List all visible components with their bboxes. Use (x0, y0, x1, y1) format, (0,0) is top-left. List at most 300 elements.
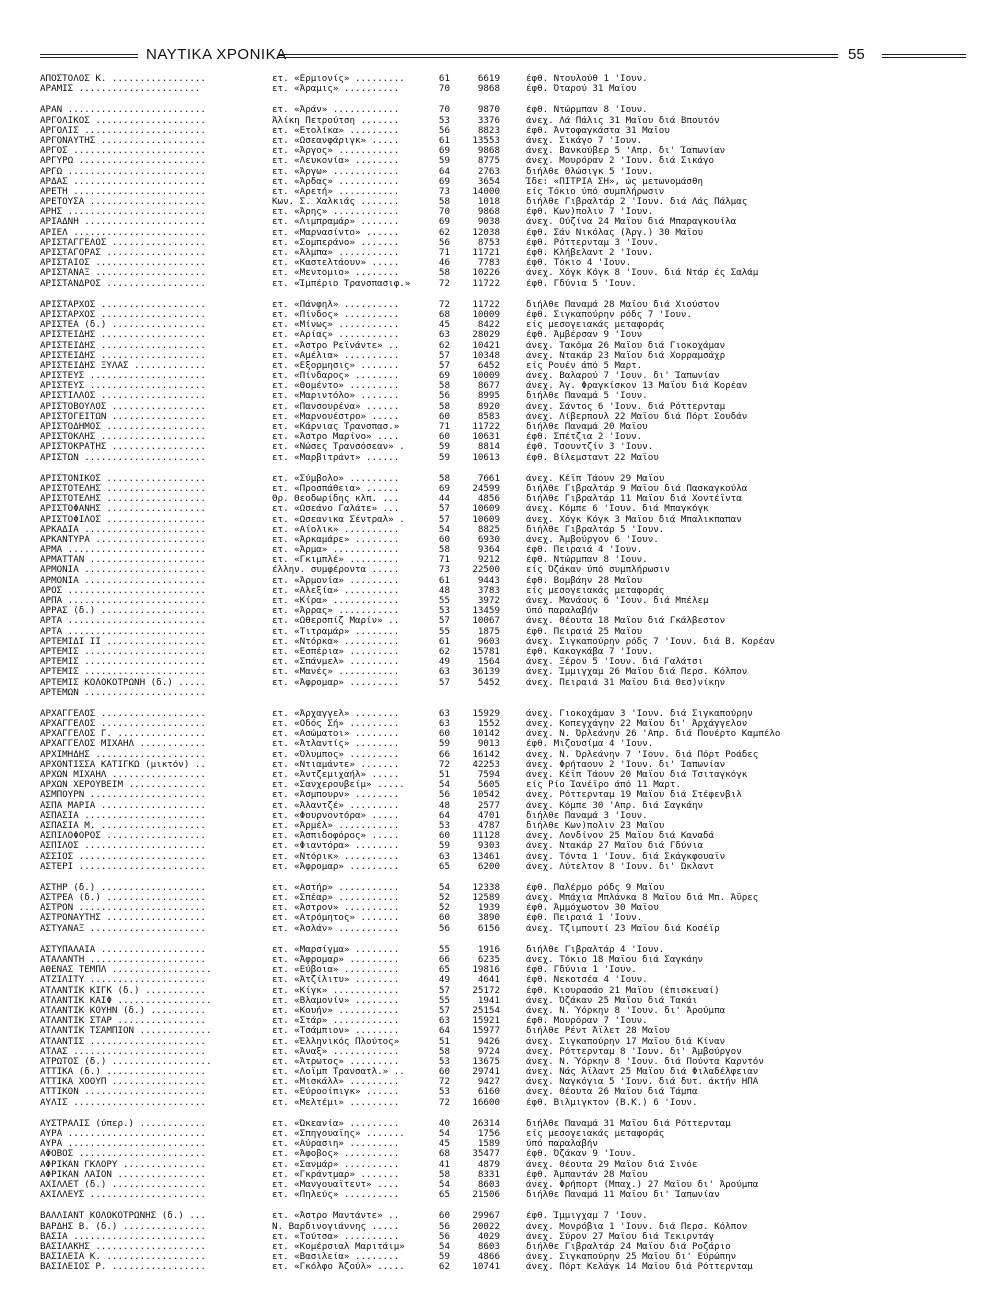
tonnage: 5452 (477, 676, 500, 688)
owner: ετ. «Σπηγουαΐης» ....... (272, 1129, 405, 1139)
ship-name: ΑΡΓΟΛΙΣ ...................... (40, 125, 206, 136)
ship-name: ΑΧΙΛΛΕΥΣ ..................... (40, 1190, 206, 1201)
ship-row (40, 1222, 966, 1232)
ship-row (40, 341, 966, 351)
tonnage: 22500 (472, 564, 500, 576)
position-status: διήλθε Γιβραλτάρ 2 'Ιουν. διά Λάς Πάλμας (526, 197, 748, 208)
tonnage: 8677 (477, 380, 500, 392)
ship-row (40, 821, 966, 831)
position-status: έφθ. Κων)πολιν 7 'Ιουν. (526, 207, 654, 218)
ship-row (40, 627, 966, 637)
ship-row (40, 924, 966, 934)
position-status: είς μεσογειακάς μεταφοράς (526, 1129, 665, 1139)
built-year: 62 (438, 226, 450, 238)
magazine-title: ΝΑΥΤΙΚΑ ΧΡΟΝΙΚΑ (146, 46, 287, 63)
tonnage: 8814 (477, 441, 500, 453)
ship-row (40, 545, 966, 555)
owner: ετ. «Άφοβος» .......... (272, 1149, 400, 1160)
built-year: 58 (438, 544, 450, 556)
position-status: άνεχ. Τζιμπουτί 23 Μαΐου διά Κοσέϊρ (526, 923, 720, 934)
tonnage: 8920 (477, 400, 500, 412)
built-year: 62 (438, 1261, 450, 1273)
ship-name: ΑΡΙΣΤΙΛΛΟΣ ................... (40, 391, 206, 402)
owner: Ν. Βαρδινογιάννης ..... (272, 1221, 400, 1232)
owner: ετ. «Ωσεανφάριγκ» ..... (272, 135, 400, 146)
ship-name: ΑΣΜΠΟΥΡΝ ..................... (40, 790, 206, 801)
ship-name: ΑΡΤΑ ......................... (40, 626, 206, 637)
built-year: 63 (438, 666, 450, 678)
ship-name: ΑΣΠΙΛΟΣ ...................... (40, 841, 206, 852)
ship-row (40, 474, 966, 484)
ship-row (40, 586, 966, 596)
ship-name: ΑΣΤΥΑΝΑΞ ..................... (40, 923, 206, 934)
tonnage: 11721 (472, 247, 500, 258)
owner: ετ. «Κίρα» ............ (272, 596, 400, 606)
position-status: άνεχ. Κέϊπ Τάουν 20 Μαΐου διά Τσιταγκόγκ (526, 770, 748, 780)
ship-row (40, 1119, 966, 1129)
position-status: άνεχ. Ίμμιγχαμ 26 Μαΐου διά Περσ. Κόλπον (526, 667, 748, 678)
tonnage: 14000 (472, 185, 500, 197)
built-year: 58 (438, 267, 450, 279)
ship-group (40, 709, 966, 872)
position-status: έφθ. Ντώρμπαν 8 'Ιουν. (526, 105, 648, 116)
owner: ετ. «Μανές» ........... (272, 667, 400, 678)
owner: ετ. «Τιτραμάρ» ........ (272, 626, 400, 637)
owner: ετ. «Αρετή» ........... (272, 186, 400, 197)
built-year: 72 (438, 1076, 450, 1088)
ship-name: ΑΡΓΟΝΑΥΤΗΣ ................... (40, 135, 206, 146)
tonnage: 4856 (477, 493, 500, 505)
position-status: έφθ. Κιουρασάο 21 Μαΐου (έπισκευαί) (526, 985, 720, 996)
owner: ετ. «Πάνφηλ» .......... (272, 299, 400, 310)
built-year: 66 (438, 954, 450, 965)
built-year: 54 (438, 779, 450, 791)
ship-name: ΑΡΕΤΗ ........................ (40, 186, 206, 197)
tonnage: 1018 (477, 196, 500, 208)
ship-row (40, 442, 966, 452)
position-status: άνεχ. Λύτελτον 8 'Ιουν. δι' Ώκλαντ (526, 861, 715, 872)
ship-group (40, 474, 966, 698)
tonnage: 36139 (472, 666, 500, 678)
position-status: άνεχ. Λίβερπουλ 22 Μαΐου διά Πόρτ Σουδάν (526, 411, 748, 422)
tonnage: 8603 (477, 1240, 500, 1252)
built-year: 69 (438, 482, 450, 494)
built-year: 57 (438, 359, 450, 371)
owner: Άλίκη Πετρούτση ....... (272, 115, 400, 126)
tonnage: 8753 (477, 236, 500, 248)
tonnage: 13553 (472, 134, 500, 146)
position-status: ύπό παραλαβήν (526, 1139, 598, 1150)
position-status: διήλθε Παναμά 28 Μαΐου διά Χιούστον (526, 299, 720, 310)
position-status: έφθ. Άντοφαγκάστα 31 Μαΐου (526, 125, 670, 136)
ship-row (40, 402, 966, 412)
tonnage: 10421 (472, 339, 500, 351)
position-status: άνεχ. Σικάγο 7 'Ιουν. (526, 135, 643, 146)
tonnage: 9443 (477, 574, 500, 586)
owner: ετ. «Γκιμπλέ» ......... (272, 555, 400, 566)
ship-name: ΑΡΧΟΝΤΙΣΣΑ ΚΑΤΙΓΚΩ (μικτόν) .. (40, 759, 206, 770)
position-status: άνεχ. Τόντα 1 'Ιουν. διά Σκάγκφουαϊν (526, 851, 726, 862)
header-rule-middle (278, 54, 838, 58)
position-status: έφθ. Πειραιά 1 'Ιουν. (526, 913, 643, 924)
ship-name: ΑΡΧΑΓΓΕΛΟΣ ................... (40, 719, 206, 730)
owner: ετ. «Σπέαρ» ........... (272, 893, 400, 904)
ship-row (40, 351, 966, 361)
position-status: έφθ. Πειραιά 25 Μαΐου (526, 626, 643, 637)
built-year: 69 (438, 370, 450, 382)
ship-name: ΑΤΤΙΚΟΝ ...................... (40, 1087, 206, 1098)
ship-row (40, 1262, 966, 1272)
tonnage: 10009 (472, 370, 500, 382)
ship-name: ΑΦΡΙΚΑΝ ΓΚΛΟΡΥ ............... (40, 1159, 206, 1170)
owner: ετ. «Άφρομαρ» ......... (272, 677, 400, 688)
ship-name: ΑΡΙΣΤΑΡΧΟΣ ................... (40, 309, 206, 320)
tonnage: 9868 (477, 145, 500, 157)
header-rule-left (40, 54, 138, 58)
ship-row (40, 719, 966, 729)
ship-name: ΑΡΤΕΜΩΝ ...................... (40, 687, 206, 698)
owner: ετ. «Άσπιδοφόρος» ..... (272, 831, 400, 842)
ship-name: ΑΡΜΑ ......................... (40, 545, 206, 556)
tonnage: 6930 (477, 533, 500, 545)
position-status: άνεχ. Όζάκαν 25 Μαΐου διά Τακάι (526, 995, 698, 1006)
ship-name: ΑΡΙΣΤΟΔΗΜΟΣ .................. (40, 422, 206, 432)
ship-row (40, 136, 966, 146)
ship-row (40, 228, 966, 238)
owner: ετ. «Κίγκ» ............ (272, 985, 400, 996)
position-status: άνεχ. Νάς Άϊλαντ 25 Μαΐου διά Φιλαδέλφειαν (526, 1067, 759, 1078)
built-year: 61 (438, 635, 450, 647)
owner: ετ. «Εύβοια» .......... (272, 965, 400, 976)
built-year: 71 (438, 247, 450, 258)
ship-name: ΒΑΡΔΗΣ Β. (δ.) ............... (40, 1221, 206, 1232)
ship-name: ΑΡΧΩΝ ΜΙΧΑΗΛ ................. (40, 770, 206, 780)
ship-row (40, 381, 966, 391)
ship-name: ΑΡΙΣΤΑΡΧΟΣ ................... (40, 299, 206, 310)
position-status: άνεχ. Τακόμα 26 Μαΐου διά Γιοκοχάμαν (526, 340, 726, 351)
built-year: 56 (438, 236, 450, 248)
built-year: 70 (438, 83, 450, 95)
position-status: άνεχ. Ντακάρ 23 Μαΐου διά Χορραμσάχρ (526, 350, 726, 361)
owner: ετ. «Εύροοίπιγκ» ...... (272, 1087, 400, 1098)
position-status: έφθ. Ρόττερνταμ 3 'Ιουν. (526, 237, 659, 248)
tonnage: 6156 (477, 922, 500, 934)
tonnage: 10609 (472, 503, 500, 515)
ship-name: ΑΡΧΑΓΓΕΛΟΣ ΜΙΧΑΗΛ ............ (40, 739, 206, 750)
tonnage: 2577 (477, 799, 500, 811)
ship-name: ΑΡΓΟΛΙΚΟΣ .................... (40, 115, 206, 126)
tonnage: 21506 (472, 1189, 500, 1201)
tonnage: 8775 (477, 155, 500, 167)
owner: ετ. «Άρης» ............ (272, 207, 400, 218)
tonnage: 26314 (472, 1117, 500, 1129)
ship-row (40, 453, 966, 463)
owner: ετ. «Άτρωτος» ......... (272, 1056, 400, 1067)
ship-name: ΑΤΛΑΝΤΙΣ ..................... (40, 1036, 206, 1047)
ship-name: ΑΡΙΣΤΩΝ ...................... (40, 452, 206, 463)
owner: ετ. «Μαρνασίντο» ...... (272, 227, 400, 238)
ship-row (40, 831, 966, 841)
ship-row (40, 320, 966, 330)
ship-row (40, 678, 966, 688)
ship-name: ΑΦΡΙΚΑΝ ΛΑΪΟΝ ................ (40, 1169, 206, 1180)
owner: Θρ. Θεοδωρίδης κλπ. ... (272, 494, 400, 505)
built-year: 64 (438, 1025, 450, 1037)
tonnage: 9868 (477, 206, 500, 218)
tonnage: 15921 (472, 1015, 500, 1027)
tonnage: 4029 (477, 1230, 500, 1242)
ship-row (40, 913, 966, 923)
built-year: 52 (438, 902, 450, 914)
owner: ετ. «Νώσες Τρανσόσεαν» . (272, 442, 405, 453)
built-year: 69 (438, 145, 450, 157)
tonnage: 10613 (472, 451, 500, 463)
ship-row (40, 105, 966, 115)
owner: ετ. «Φουρνοντόρα» ..... (272, 810, 400, 821)
position-status: άνεχ. Βαλαρού 7 'Ιουν. δι' Ίαπωνίαν (526, 371, 720, 382)
ship-name: ΑΡΓΟΣ ........................ (40, 146, 206, 157)
ship-row (40, 811, 966, 821)
ship-row (40, 422, 966, 432)
position-status: διήλθε Παναμά 31 Μαΐου διά Ρόττερνταμ (526, 1118, 731, 1129)
built-year: 56 (438, 1230, 450, 1242)
ship-name: ΑΤΛΑΝΤΙΚ ΚΙΓΚ (δ.) ........... (40, 985, 206, 996)
position-status: άνεχ. Βανκούβερ 5 'Απρ. δι' Ίαπωνίαν (526, 146, 726, 157)
ship-row (40, 852, 966, 862)
tonnage: 9212 (477, 554, 500, 566)
tonnage: 9427 (477, 1076, 500, 1088)
ship-name: ΑΡΙΣΤΕΙΔΗΣ ................... (40, 330, 206, 341)
position-status: έφθ. Γδύνια 1 'Ιουν. (526, 965, 637, 976)
ship-row (40, 300, 966, 310)
owner: ετ. «Άντζεμιχαήλ» ..... (272, 770, 400, 780)
ship-row (40, 330, 966, 340)
owner: ετ. «Κομέρσιαλ Μαριτάιμ» (272, 1241, 405, 1252)
position-status: άνεχ. Θέουτα 26 Μαΐου διά Τάμπα (526, 1087, 698, 1098)
ship-row (40, 893, 966, 903)
ship-name: ΑΡΙΣΤΟΤΕΛΗΣ .................. (40, 483, 206, 494)
ship-name: ΑΡΕΤΟΥΣΑ ..................... (40, 197, 206, 208)
ship-row (40, 177, 966, 187)
position-status: διήλθε Παναμά 11 Μαΐου δι' Ίαπωνίαν (526, 1190, 720, 1201)
tonnage: 12338 (472, 881, 500, 893)
built-year: 58 (438, 1168, 450, 1180)
ship-row (40, 156, 966, 166)
ship-name: ΑΣΤΕΡΙ ....................... (40, 861, 206, 872)
ship-row (40, 1129, 966, 1139)
ship-name: ΑΡΙΕΛ ........................ (40, 227, 206, 238)
built-year: 65 (438, 964, 450, 976)
owner: ετ. «Γκόλφο Άζούλ» ..... (272, 1262, 405, 1273)
ship-name: ΑΦΟΒΟΣ ....................... (40, 1149, 206, 1160)
owner: ετ. «Εσπέρια» ......... (272, 646, 400, 657)
owner: ετ. «Ωθερσπίζ Μαρίν» .. (272, 616, 400, 627)
page-header (40, 46, 966, 72)
built-year: 59 (438, 451, 450, 463)
position-status: άνεχ. Σάντος 6 'Ιουν. διά Ρόττερνταμ (526, 401, 726, 412)
ship-row (40, 596, 966, 606)
ship-name: ΑΡΙΣΤΕΥΣ ..................... (40, 381, 206, 392)
position-status: έφθ. Κλήβελαντ 2 'Ιουν. (526, 248, 654, 258)
built-year: 54 (438, 1178, 450, 1190)
position-status: Ίδε: «ΠΙΤΡΙΑ ΣΗ», ώς μετωνομάσθη (526, 176, 704, 187)
ship-row (40, 1252, 966, 1262)
ship-name: ΑΤΛΑΝΤΙΚ ΤΣΑΜΠΙΟΝ ............. (40, 1026, 212, 1037)
built-year: 72 (438, 298, 450, 310)
ship-row (40, 1160, 966, 1170)
tonnage: 11722 (472, 298, 500, 310)
position-status: άνεχ. Σιγκαπούρην ρόδς 7 'Ιουν. διά Β. Κορέαν (526, 636, 775, 647)
owner: ετ. «Άστρο Μαρίνο» .... (272, 432, 400, 443)
ship-row (40, 207, 966, 217)
owner: ετ. «Ντόρικ» .......... (272, 851, 400, 862)
built-year: 57 (438, 349, 450, 361)
ship-name: ΑΣΠΑΣΙΑ ...................... (40, 810, 206, 821)
owner: ετ. «Όλυμπος» ......... (272, 749, 400, 760)
owner: ετ. «Ντιαμάντε» ....... (272, 759, 400, 770)
owner: ετ. «Τσάμπιον» ........ (272, 1026, 400, 1037)
tonnage: 11128 (472, 830, 500, 842)
ship-name: ΑΡΙΣΤΟΦΑΝΗΣ .................. (40, 504, 206, 515)
owner: ετ. «Ατρόμητος» ....... (272, 913, 400, 924)
built-year: 53 (438, 114, 450, 126)
tonnage: 9364 (477, 544, 500, 556)
ship-name: ΑΡΙΣΤΕΙΔΗΣ ................... (40, 340, 206, 351)
owner: ετ. «Αλεξία» .......... (272, 585, 400, 596)
position-status: διήλθε Γιβραλτάρ 11 Μαΐου διά Χοντέϊντα (526, 494, 742, 505)
tonnage: 10609 (472, 513, 500, 525)
built-year: 64 (438, 165, 450, 177)
ship-row (40, 1077, 966, 1087)
tonnage: 25172 (472, 984, 500, 996)
position-status: έφθ. Μουρόραν 7 'Ιουν. (526, 1016, 648, 1027)
position-status: διήλθε Ρέντ Άϊλετ 28 Μαΐου (526, 1026, 670, 1037)
built-year: 53 (438, 819, 450, 831)
ship-name: ΑΡΙΣΤΟΚΛΗΣ ................... (40, 432, 206, 443)
position-status: άνεχ. Ούζίνα 24 Μαΐου διά Μπαραγκουίλα (526, 217, 737, 228)
owner: ετ. «Αύρασιη» ......... (272, 1139, 400, 1150)
built-year: 65 (438, 860, 450, 872)
ship-row (40, 780, 966, 790)
owner: ετ. «Ωσεανικα Σέντραλ» . (272, 514, 405, 525)
ship-row (40, 1190, 966, 1200)
tonnage: 6452 (477, 359, 500, 371)
position-status: διήλθε Γιβραλτάρ 24 Μαΐου διά Ροζάριο (526, 1241, 731, 1252)
ship-row (40, 883, 966, 893)
ship-name: ΑΤΛΑΣ ........................ (40, 1046, 206, 1057)
built-year: 40 (438, 1117, 450, 1129)
ship-row (40, 1037, 966, 1047)
owner: ετ. «Άργω» ............ (272, 166, 400, 177)
ship-row (40, 709, 966, 719)
built-year: 45 (438, 1138, 450, 1150)
ship-name: ΑΡΙΑΔΝΗ ...................... (40, 217, 206, 228)
built-year: 73 (438, 185, 450, 197)
built-year: 56 (438, 390, 450, 402)
position-status: άνεχ. Άγ. Φραγκίσκον 13 Μαΐου διά Κορέαν (526, 381, 748, 392)
tonnage: 7783 (477, 257, 500, 269)
ship-row (40, 576, 966, 586)
owner: ετ. «Θομέντο» ......... (272, 381, 400, 392)
ship-row (40, 504, 966, 514)
owner: ετ. «Μανγουαΐτεντ» .... (272, 1179, 400, 1190)
ship-name: ΑΡΙΣΤΕΑ (δ.) ................. (40, 320, 206, 331)
position-status: άνεχ. Κέϊπ Τάουν 29 Μαΐου (526, 473, 665, 484)
tonnage: 9868 (477, 83, 500, 95)
ship-name: ΑΡΙΣΤΟΒΟΥΛΟΣ ................. (40, 401, 206, 412)
ship-row (40, 841, 966, 851)
built-year: 59 (438, 1251, 450, 1263)
owner: ετ. «Ετολίκα» ......... (272, 125, 400, 136)
position-status: άνεχ. Πειραιά 31 Μαΐου διά Θεσ)νίκην (526, 677, 726, 688)
built-year: 71 (438, 421, 450, 432)
tonnage: 8995 (477, 390, 500, 402)
tonnage: 8583 (477, 410, 500, 422)
ship-name: ΑΤΛΑΝΤΙΚ ΚΑΪΦ ................. (40, 995, 212, 1006)
ship-row (40, 361, 966, 371)
ship-name: ΑΡΟΣ ......................... (40, 585, 206, 596)
ship-name: ΑΡΡΑΣ (δ.) ................... (40, 606, 206, 617)
owner: ετ. «Άσλάν» ........... (272, 923, 400, 934)
ship-row (40, 248, 966, 258)
built-year: 53 (438, 605, 450, 617)
ship-name: ΑΡΧΑΓΓΕΛΟΣ Γ. ................ (40, 729, 206, 740)
owner: ετ. «Μαρσίγμα» ........ (272, 944, 400, 955)
ship-row (40, 760, 966, 770)
built-year: 57 (438, 513, 450, 525)
ship-name: ΑΣΠΑΣΙΑ Μ. ................... (40, 820, 206, 831)
tonnage: 1564 (477, 656, 500, 668)
built-year: 59 (438, 441, 450, 453)
ship-group (40, 1119, 966, 1201)
built-year: 53 (438, 1055, 450, 1067)
tonnage: 9426 (477, 1035, 500, 1047)
position-status: διήλθε Γιβραλτάρ 9 Μαΐου διά Πασκαγκούλα (526, 483, 748, 494)
position-status: είς Όζάκαν ύπό συμπλήρωσιν (526, 565, 670, 576)
owner: ετ. «Άναξ» ............ (272, 1046, 400, 1057)
ship-name: ΑΣΠΙΛΟΦΟΡΟΣ .................. (40, 831, 206, 842)
ship-row (40, 84, 966, 94)
position-status: έφθ. Σπέτζια 2 'Ιουν. (526, 432, 643, 443)
built-year: 61 (438, 134, 450, 146)
ship-name: ΑΡΙΣΤΟΓΕΙΤΩΝ ................. (40, 411, 206, 422)
built-year: 56 (438, 789, 450, 801)
tonnage: 3972 (477, 595, 500, 606)
ship-row (40, 1098, 966, 1108)
built-year: 54 (438, 523, 450, 535)
ship-row (40, 197, 966, 207)
ship-name: ΑΡΙΣΤΕΙΔΗΣ ΞΥΛΑΣ ............. (40, 360, 206, 371)
built-year: 49 (438, 656, 450, 668)
owner: ετ. «Βλαμονίν» ........ (272, 995, 400, 1006)
position-status: άνεχ. Ρόττερνταμ 8 'Ιουν. δι' Άμβούργον (526, 1046, 742, 1057)
position-status: έφθ. Ντουλούθ 1 'Ιουν. (526, 74, 648, 84)
ship-row (40, 975, 966, 985)
ship-row (40, 412, 966, 422)
built-year: 66 (438, 748, 450, 760)
ship-group (40, 945, 966, 1108)
position-status: άνεχ. Θέουτα 29 Μαΐου διά Σινόε (526, 1159, 698, 1170)
ship-row (40, 667, 966, 677)
owner: ετ. «Μισκάλλ» ......... (272, 1077, 400, 1088)
ship-name: ΑΥΣΤΡΑΛΙΣ (ύπερ.) ............ (40, 1118, 206, 1129)
ship-row (40, 945, 966, 955)
position-status: ύπό παραλαβήν (526, 606, 598, 617)
owner: ετ. «Άτλαντίς» ........ (272, 739, 400, 750)
tonnage: 12589 (472, 892, 500, 904)
position-status: έφθ. Πειραιά 4 'Ιουν. (526, 545, 643, 556)
built-year: 61 (438, 73, 450, 84)
